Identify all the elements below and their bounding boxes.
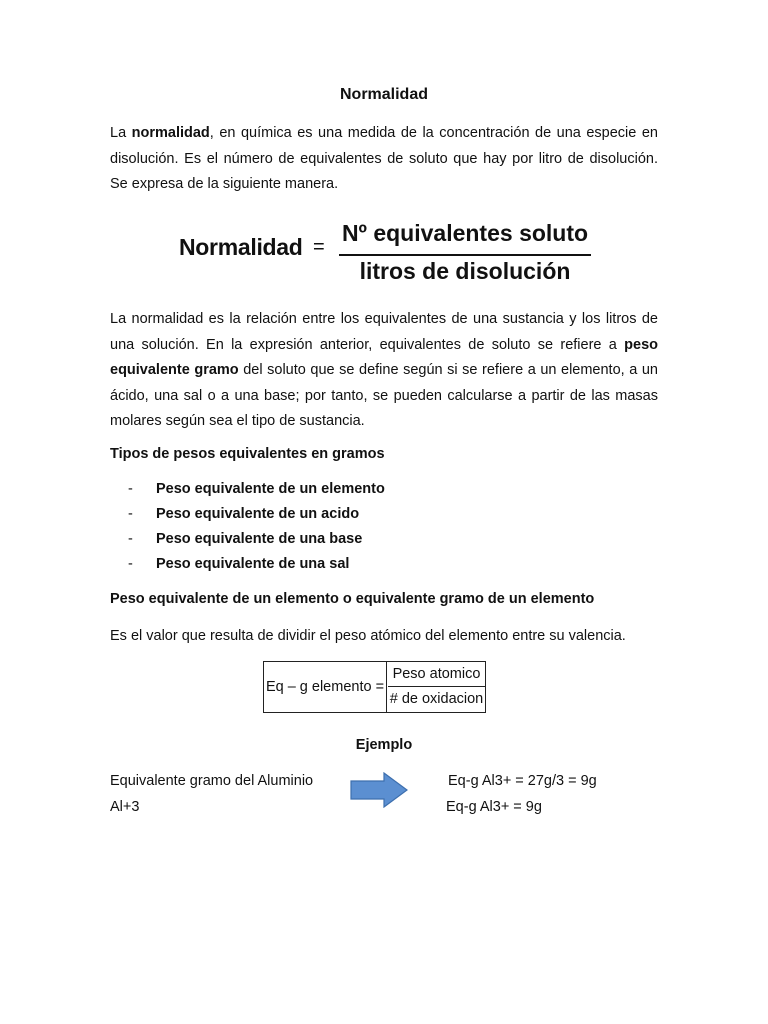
fraction-bar <box>339 254 591 256</box>
page-title: Normalidad <box>339 86 428 103</box>
relation-text-start: La normalidad es la relación entre los equivalentes de una sustancia y los litros de una solución. En la expresión anterior, equivalentes de soluto se refiere a <box>110 311 658 353</box>
list-item <box>128 529 385 554</box>
intro-bold-term: normalidad <box>131 125 210 141</box>
example-right-line2: Eq-g Al3+ = 9g <box>446 799 542 815</box>
list-marker: - <box>128 531 133 547</box>
formula-lhs: Normalidad <box>179 234 303 260</box>
list-marker: - <box>128 556 133 572</box>
ejemplo-heading: Ejemplo <box>355 737 413 753</box>
intro-text-end: , en química es una medida de la concentración de una especie en disolución. Es el número de equivalentes de soluto que hay por litro de disolución. Se expresa de la siguiente manera. <box>110 125 658 192</box>
list-item <box>128 554 385 579</box>
tipos-list <box>128 479 385 579</box>
list-item-text: Peso equivalente de una base <box>156 531 363 547</box>
relation-paragraph <box>110 307 658 435</box>
list-item-text: Peso equivalente de un elemento <box>156 481 385 497</box>
list-item <box>128 504 385 529</box>
example-right-line1: Eq-g Al3+ = 27g/3 = 9g <box>448 773 597 789</box>
box-lhs: Eq – g elemento = <box>264 662 387 712</box>
list-item-text: Peso equivalente de una sal <box>156 556 350 572</box>
box-numerator: Peso atomico <box>388 662 485 687</box>
right-arrow-icon <box>350 772 408 808</box>
relation-text-end: del soluto que se define según si se refiere a un elemento, a un ácido, una sal o a una base; por tanto, se pueden calcularse a partir de las masas molares según sea el tipo de sustancia. <box>110 362 658 429</box>
box-denominator: # de oxidacion <box>389 691 484 707</box>
tipos-heading: Tipos de pesos equivalentes en gramos <box>110 446 385 462</box>
list-item-text: Peso equivalente de un acido <box>156 506 360 522</box>
intro-text-start: La <box>110 125 132 141</box>
example-left-line2: Al+3 <box>110 799 140 815</box>
relation-bold-term: peso equivalente gramo <box>110 336 658 378</box>
equivalente-formula-box <box>263 661 486 713</box>
formula-numerator: Nº equivalentes soluto <box>341 220 589 246</box>
arrow-shape <box>351 773 407 807</box>
peso-equivalente-heading: Peso equivalente de un elemento o equivalente gramo de un elemento <box>110 591 595 607</box>
list-item <box>128 479 385 504</box>
example-left-line1: Equivalente gramo del Aluminio <box>110 773 314 789</box>
list-marker: - <box>128 481 133 497</box>
normalidad-formula <box>175 218 595 288</box>
intro-paragraph <box>110 121 658 198</box>
formula-denominator: litros de disolución <box>359 258 571 284</box>
valencia-paragraph: Es el valor que resulta de dividir el peso atómico del elemento entre su valencia. <box>110 628 626 644</box>
formula-equals: = <box>313 236 325 258</box>
list-marker: - <box>128 506 133 522</box>
